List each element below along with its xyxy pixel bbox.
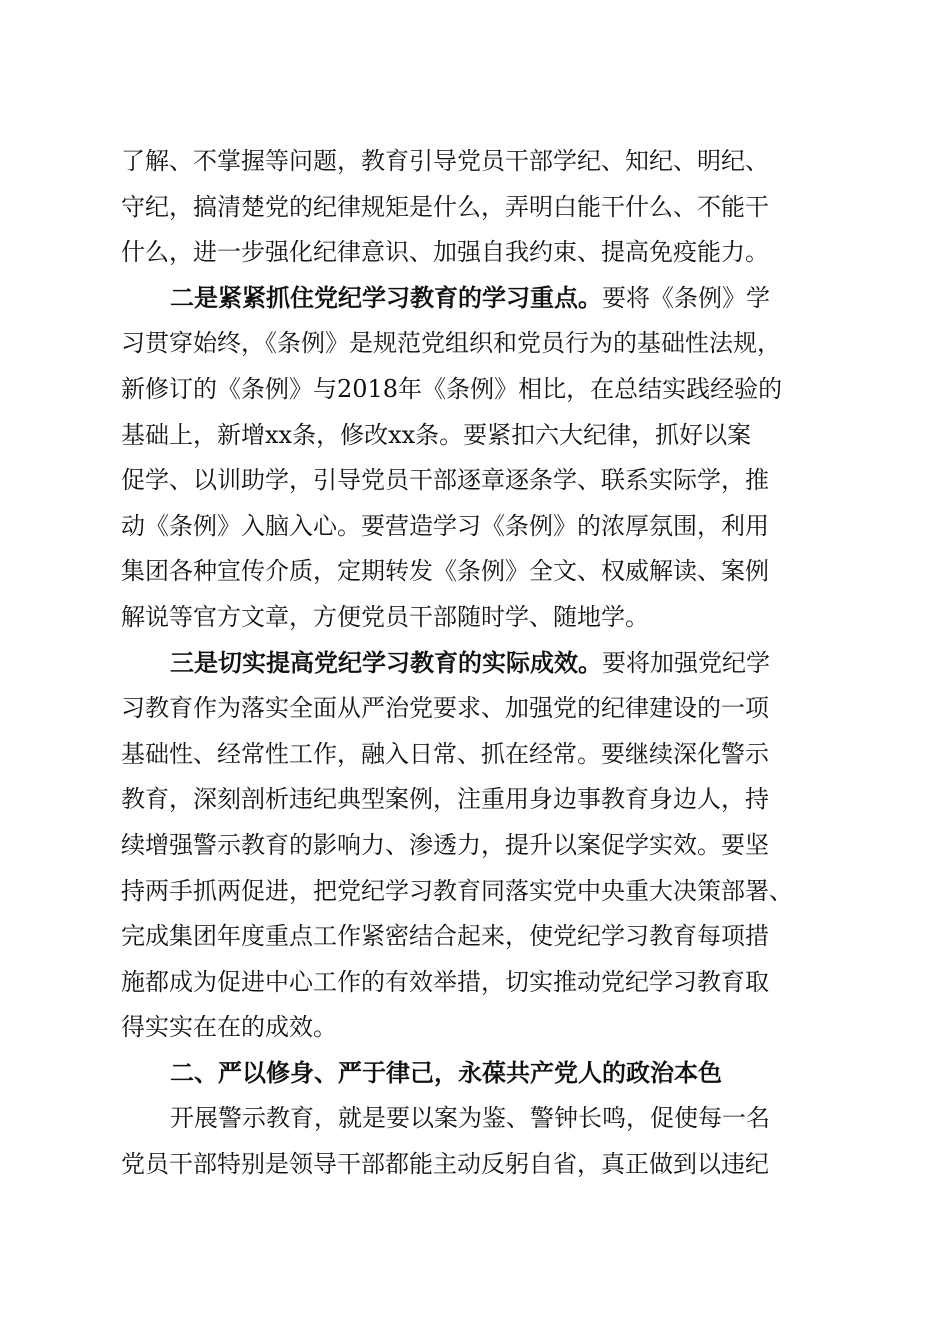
paragraph-2-lead: 二是紧紧抓住党纪学习教育的学习重点。 bbox=[170, 283, 602, 312]
paragraph-2-line-4: 基础上，新增xx条，修改xx条。要紧扣六大纪律，抓好以案 bbox=[121, 420, 752, 449]
paragraph-3-line-6: 持两手抓两促进，把党纪学习教育同落实党中央重大决策部署、 bbox=[121, 876, 793, 905]
paragraph-3-line-9: 得实实在在的成效。 bbox=[121, 1013, 337, 1042]
document-body bbox=[121, 139, 831, 1188]
paragraph-2-line-6: 动《条例》入脑入心。要营造学习《条例》的浓厚氛围，利用 bbox=[121, 511, 769, 540]
paragraph-1-line-2: 守纪，搞清楚党的纪律规矩是什么，弄明白能干什么、不能干 bbox=[121, 192, 769, 221]
paragraph-3-line-1-text: 要将加强党纪学 bbox=[602, 648, 770, 677]
paragraph-3-line-3: 基础性、经常性工作，融入日常、抓在经常。要继续深化警示 bbox=[121, 739, 769, 768]
paragraph-1-line-3: 什么，进一步强化纪律意识、加强自我约束、提高免疫能力。 bbox=[121, 238, 769, 267]
closing-paragraph-line-2: 党员干部特别是领导干部都能主动反躬自省，真正做到以违纪 bbox=[121, 1150, 769, 1179]
paragraph-3-line-5: 续增强警示教育的影响力、渗透力，提升以案促学实效。要坚 bbox=[121, 830, 769, 859]
paragraph-3-lead: 三是切实提高党纪学习教育的实际成效。 bbox=[170, 648, 602, 677]
paragraph-2-line-1 bbox=[121, 276, 831, 322]
paragraph-1-line-1: 了解、不掌握等问题，教育引导党员干部学纪、知纪、明纪、 bbox=[121, 147, 769, 175]
section-heading: 二、严以修身、严于律己，永葆共产党人的政治本色 bbox=[170, 1058, 722, 1087]
paragraph-2-line-1-text: 要将《条例》学 bbox=[602, 283, 770, 312]
paragraph-2-line-7: 集团各种宣传介质，定期转发《条例》全文、权威解读、案例 bbox=[121, 557, 769, 586]
paragraph-3-line-4: 教育，深刻剖析违纪典型案例，注重用身边事教育身边人，持 bbox=[121, 785, 769, 814]
paragraph-3-line-7: 完成集团年度重点工作紧密结合起来，使党纪学习教育每项措 bbox=[121, 922, 769, 951]
paragraph-2-line-5: 促学、以训助学，引导党员干部逐章逐条学、联系实际学，推 bbox=[121, 466, 769, 495]
paragraph-2-line-2: 习贯穿始终，《条例》是规范党组织和党员行为的基础性法规， bbox=[121, 329, 781, 358]
paragraph-3-line-2: 习教育作为落实全面从严治党要求、加强党的纪律建设的一项 bbox=[121, 694, 769, 723]
paragraph-2-line-8: 解说等官方文章，方便党员干部随时学、随地学。 bbox=[121, 602, 649, 631]
paragraph-2-line-3: 新修订的《条例》与2018年《条例》相比，在总结实践经验的 bbox=[121, 374, 783, 403]
paragraph-3-line-8: 施都成为促进中心工作的有效举措，切实推动党纪学习教育取 bbox=[121, 967, 769, 996]
paragraph-3-line-1 bbox=[121, 641, 831, 687]
closing-paragraph-line-1: 开展警示教育，就是要以案为鉴、警钟长鸣，促使每一名 bbox=[170, 1104, 770, 1133]
